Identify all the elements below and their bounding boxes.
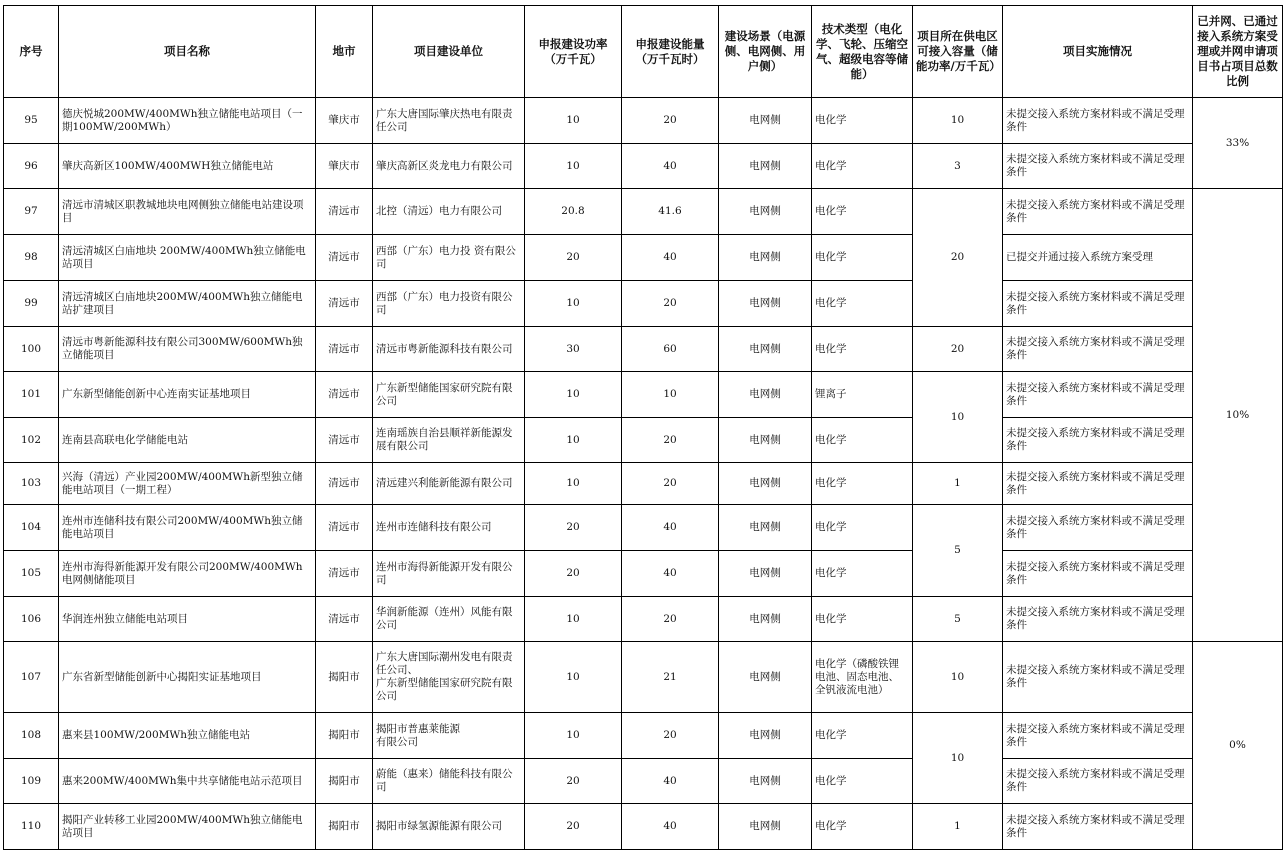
cell-energy: 20	[622, 713, 719, 759]
cell-project-name: 清远市清城区职教城地块电网侧独立储能电站建设项目	[59, 189, 316, 235]
header-power: 申报建设功率（万千瓦）	[525, 6, 622, 98]
cell-power: 10	[525, 144, 622, 189]
cell-tech: 电化学	[812, 144, 913, 189]
cell-project-name: 华润连州独立储能电站项目	[59, 597, 316, 642]
cell-seq: 104	[4, 505, 59, 551]
cell-seq: 108	[4, 713, 59, 759]
cell-city: 揭阳市	[316, 642, 373, 713]
cell-scene: 电网侧	[719, 327, 812, 372]
cell-seq: 95	[4, 98, 59, 144]
table-row	[4, 642, 1283, 713]
cell-builder: 揭阳市绿氢源能源有限公司	[373, 804, 525, 850]
cell-seq: 101	[4, 372, 59, 418]
cell-power: 10	[525, 463, 622, 505]
header-tech: 技术类型（电化学、飞轮、压缩空气、超级电容等储能）	[812, 6, 913, 98]
cell-power: 30	[525, 327, 622, 372]
cell-city: 清远市	[316, 235, 373, 281]
cell-project-name: 兴海（清远）产业园200MW/400MWh新型独立储能电站项目（一期工程）	[59, 463, 316, 505]
cell-energy: 40	[622, 759, 719, 804]
cell-tech: 电化学	[812, 759, 913, 804]
cell-scene: 电网侧	[719, 98, 812, 144]
cell-scene: 电网侧	[719, 281, 812, 327]
cell-seq: 110	[4, 804, 59, 850]
cell-scene: 电网侧	[719, 418, 812, 463]
cell-power: 10	[525, 713, 622, 759]
cell-power: 20	[525, 551, 622, 597]
cell-energy: 40	[622, 551, 719, 597]
cell-city: 清远市	[316, 597, 373, 642]
cell-capacity: 10	[913, 713, 1003, 804]
cell-city: 揭阳市	[316, 759, 373, 804]
cell-project-name: 惠来200MW/400MWh集中共享储能电站示范项目	[59, 759, 316, 804]
cell-builder: 西部（广东）电力投 资有限公司	[373, 235, 525, 281]
cell-status: 未提交接入系统方案材料或不满足受理条件	[1003, 327, 1193, 372]
cell-status: 未提交接入系统方案材料或不满足受理条件	[1003, 418, 1193, 463]
cell-project-name: 广东新型储能创新中心连南实证基地项目	[59, 372, 316, 418]
cell-seq: 102	[4, 418, 59, 463]
cell-scene: 电网侧	[719, 551, 812, 597]
cell-project-name: 清远清城区白庙地块200MW/400MWh独立储能电站扩建项目	[59, 281, 316, 327]
cell-builder: 广东新型储能国家研究院有限公司	[373, 372, 525, 418]
cell-energy: 40	[622, 235, 719, 281]
cell-project-name: 广东省新型储能创新中心揭阳实证基地项目	[59, 642, 316, 713]
cell-energy: 20	[622, 463, 719, 505]
cell-status: 未提交接入系统方案材料或不满足受理条件	[1003, 463, 1193, 505]
cell-project-name: 肇庆高新区100MW/400MWH独立储能电站	[59, 144, 316, 189]
cell-power: 10	[525, 281, 622, 327]
cell-tech: 电化学	[812, 551, 913, 597]
cell-builder: 连州市海得新能源开发有限公司	[373, 551, 525, 597]
cell-project-name: 德庆悦城200MW/400MWh独立储能电站项目（一期100MW/200MWh）	[59, 98, 316, 144]
cell-seq: 99	[4, 281, 59, 327]
cell-tech: 电化学	[812, 463, 913, 505]
cell-seq: 107	[4, 642, 59, 713]
cell-status: 未提交接入系统方案材料或不满足受理条件	[1003, 642, 1193, 713]
table-row	[4, 418, 1283, 463]
cell-scene: 电网侧	[719, 597, 812, 642]
cell-energy: 10	[622, 372, 719, 418]
cell-builder: 华润新能源（连州）风能有限公司	[373, 597, 525, 642]
cell-ratio: 33%	[1193, 98, 1283, 189]
cell-scene: 电网侧	[719, 505, 812, 551]
table-row	[4, 713, 1283, 759]
cell-status: 未提交接入系统方案材料或不满足受理条件	[1003, 597, 1193, 642]
cell-tech: 电化学	[812, 713, 913, 759]
cell-city: 清远市	[316, 189, 373, 235]
cell-builder: 揭阳市普惠莱能源 有限公司	[373, 713, 525, 759]
cell-tech: 电化学	[812, 98, 913, 144]
cell-seq: 98	[4, 235, 59, 281]
header-row	[4, 6, 1283, 98]
cell-tech: 电化学（磷酸铁锂电池、固态电池、全钒液流电池）	[812, 642, 913, 713]
cell-energy: 20	[622, 281, 719, 327]
cell-power: 10	[525, 418, 622, 463]
cell-city: 揭阳市	[316, 804, 373, 850]
header-capacity: 项目所在供电区可接入容量（储能功率/万千瓦）	[913, 6, 1003, 98]
table-row	[4, 281, 1283, 327]
header-status: 项目实施情况	[1003, 6, 1193, 98]
cell-scene: 电网侧	[719, 372, 812, 418]
cell-status: 未提交接入系统方案材料或不满足受理条件	[1003, 189, 1193, 235]
cell-seq: 103	[4, 463, 59, 505]
cell-status: 未提交接入系统方案材料或不满足受理条件	[1003, 281, 1193, 327]
cell-power: 10	[525, 98, 622, 144]
cell-power: 20	[525, 505, 622, 551]
cell-status: 未提交接入系统方案材料或不满足受理条件	[1003, 804, 1193, 850]
cell-scene: 电网侧	[719, 235, 812, 281]
cell-city: 清远市	[316, 281, 373, 327]
cell-power: 10	[525, 597, 622, 642]
cell-city: 肇庆市	[316, 98, 373, 144]
header-unit: 项目建设单位	[373, 6, 525, 98]
cell-energy: 20	[622, 597, 719, 642]
cell-capacity: 1	[913, 463, 1003, 505]
cell-project-name: 清远市粤新能源科技有限公司300MW/600MWh独立储能项目	[59, 327, 316, 372]
cell-status: 未提交接入系统方案材料或不满足受理条件	[1003, 505, 1193, 551]
cell-capacity: 10	[913, 642, 1003, 713]
cell-city: 揭阳市	[316, 713, 373, 759]
header-energy: 申报建设能量（万千瓦时）	[622, 6, 719, 98]
table-row	[4, 144, 1283, 189]
cell-scene: 电网侧	[719, 463, 812, 505]
cell-energy: 41.6	[622, 189, 719, 235]
cell-capacity: 3	[913, 144, 1003, 189]
cell-ratio: 10%	[1193, 189, 1283, 642]
cell-status: 未提交接入系统方案材料或不满足受理条件	[1003, 713, 1193, 759]
table-row	[4, 463, 1283, 505]
cell-energy: 40	[622, 505, 719, 551]
cell-project-name: 连南县高联电化学储能电站	[59, 418, 316, 463]
table-row	[4, 235, 1283, 281]
table-row	[4, 505, 1283, 551]
cell-city: 清远市	[316, 372, 373, 418]
cell-energy: 20	[622, 418, 719, 463]
cell-project-name: 连州市海得新能源开发有限公司200MW/400MWh电网侧储能项目	[59, 551, 316, 597]
table-row	[4, 597, 1283, 642]
cell-city: 清远市	[316, 327, 373, 372]
cell-capacity: 5	[913, 505, 1003, 597]
cell-power: 20	[525, 759, 622, 804]
cell-project-name: 连州市连储科技有限公司200MW/400MWh独立储能电站项目	[59, 505, 316, 551]
cell-power: 20	[525, 235, 622, 281]
cell-seq: 109	[4, 759, 59, 804]
cell-status: 已提交并通过接入系统方案受理	[1003, 235, 1193, 281]
cell-scene: 电网侧	[719, 759, 812, 804]
cell-status: 未提交接入系统方案材料或不满足受理条件	[1003, 144, 1193, 189]
header-name: 项目名称	[59, 6, 316, 98]
cell-tech: 电化学	[812, 327, 913, 372]
cell-builder: 广东大唐国际潮州发电有限责任公司、 广东新型储能国家研究院有限公司	[373, 642, 525, 713]
cell-builder: 连南瑶族自治县顺祥新能源发展有限公司	[373, 418, 525, 463]
cell-tech: 电化学	[812, 189, 913, 235]
table-row	[4, 189, 1283, 235]
header-ratio: 已并网、已通过接入系统方案受理或并网申请项目书占项目总数比例	[1193, 6, 1283, 98]
project-table	[3, 5, 1283, 850]
cell-builder: 西部（广东）电力投资有限公司	[373, 281, 525, 327]
cell-seq: 106	[4, 597, 59, 642]
cell-energy: 21	[622, 642, 719, 713]
cell-capacity: 10	[913, 372, 1003, 463]
cell-capacity: 20	[913, 327, 1003, 372]
cell-city: 清远市	[316, 505, 373, 551]
header-scene: 建设场景（电源侧、电网侧、用户侧）	[719, 6, 812, 98]
table-row	[4, 759, 1283, 804]
cell-ratio: 0%	[1193, 642, 1283, 850]
header-city: 地市	[316, 6, 373, 98]
cell-city: 清远市	[316, 551, 373, 597]
cell-builder: 肇庆高新区炎龙电力有限公司	[373, 144, 525, 189]
cell-power: 10	[525, 642, 622, 713]
cell-energy: 40	[622, 804, 719, 850]
cell-energy: 40	[622, 144, 719, 189]
cell-power: 10	[525, 372, 622, 418]
cell-city: 肇庆市	[316, 144, 373, 189]
cell-tech: 锂离子	[812, 372, 913, 418]
cell-project-name: 惠来县100MW/200MWh独立储能电站	[59, 713, 316, 759]
cell-tech: 电化学	[812, 418, 913, 463]
cell-capacity: 5	[913, 597, 1003, 642]
cell-power: 20.8	[525, 189, 622, 235]
cell-scene: 电网侧	[719, 642, 812, 713]
cell-builder: 广东大唐国际肇庆热电有限责任公司	[373, 98, 525, 144]
cell-capacity: 1	[913, 804, 1003, 850]
cell-power: 20	[525, 804, 622, 850]
table-row	[4, 804, 1283, 850]
cell-project-name: 清远清城区白庙地块 200MW/400MWh独立储能电站项目	[59, 235, 316, 281]
cell-seq: 100	[4, 327, 59, 372]
cell-status: 未提交接入系统方案材料或不满足受理条件	[1003, 98, 1193, 144]
cell-tech: 电化学	[812, 281, 913, 327]
cell-builder: 清远市粤新能源科技有限公司	[373, 327, 525, 372]
cell-city: 清远市	[316, 463, 373, 505]
cell-city: 清远市	[316, 418, 373, 463]
cell-seq: 96	[4, 144, 59, 189]
cell-scene: 电网侧	[719, 189, 812, 235]
cell-capacity: 10	[913, 98, 1003, 144]
cell-status: 未提交接入系统方案材料或不满足受理条件	[1003, 759, 1193, 804]
cell-tech: 电化学	[812, 804, 913, 850]
cell-scene: 电网侧	[719, 804, 812, 850]
cell-builder: 北控（清远）电力有限公司	[373, 189, 525, 235]
cell-energy: 20	[622, 98, 719, 144]
cell-seq: 105	[4, 551, 59, 597]
cell-capacity: 20	[913, 189, 1003, 327]
cell-tech: 电化学	[812, 597, 913, 642]
cell-tech: 电化学	[812, 505, 913, 551]
cell-project-name: 揭阳产业转移工业园200MW/400MWh独立储能电站项目	[59, 804, 316, 850]
cell-tech: 电化学	[812, 235, 913, 281]
cell-status: 未提交接入系统方案材料或不满足受理条件	[1003, 372, 1193, 418]
cell-scene: 电网侧	[719, 144, 812, 189]
cell-builder: 清远建兴利能新能源有限公司	[373, 463, 525, 505]
cell-scene: 电网侧	[719, 713, 812, 759]
cell-builder: 连州市连储科技有限公司	[373, 505, 525, 551]
table-row	[4, 98, 1283, 144]
cell-status: 未提交接入系统方案材料或不满足受理条件	[1003, 551, 1193, 597]
table-row	[4, 327, 1283, 372]
cell-seq: 97	[4, 189, 59, 235]
header-seq: 序号	[4, 6, 59, 98]
cell-energy: 60	[622, 327, 719, 372]
table-row	[4, 372, 1283, 418]
table-row	[4, 551, 1283, 597]
cell-builder: 蔚能（惠来）储能科技有限公司	[373, 759, 525, 804]
